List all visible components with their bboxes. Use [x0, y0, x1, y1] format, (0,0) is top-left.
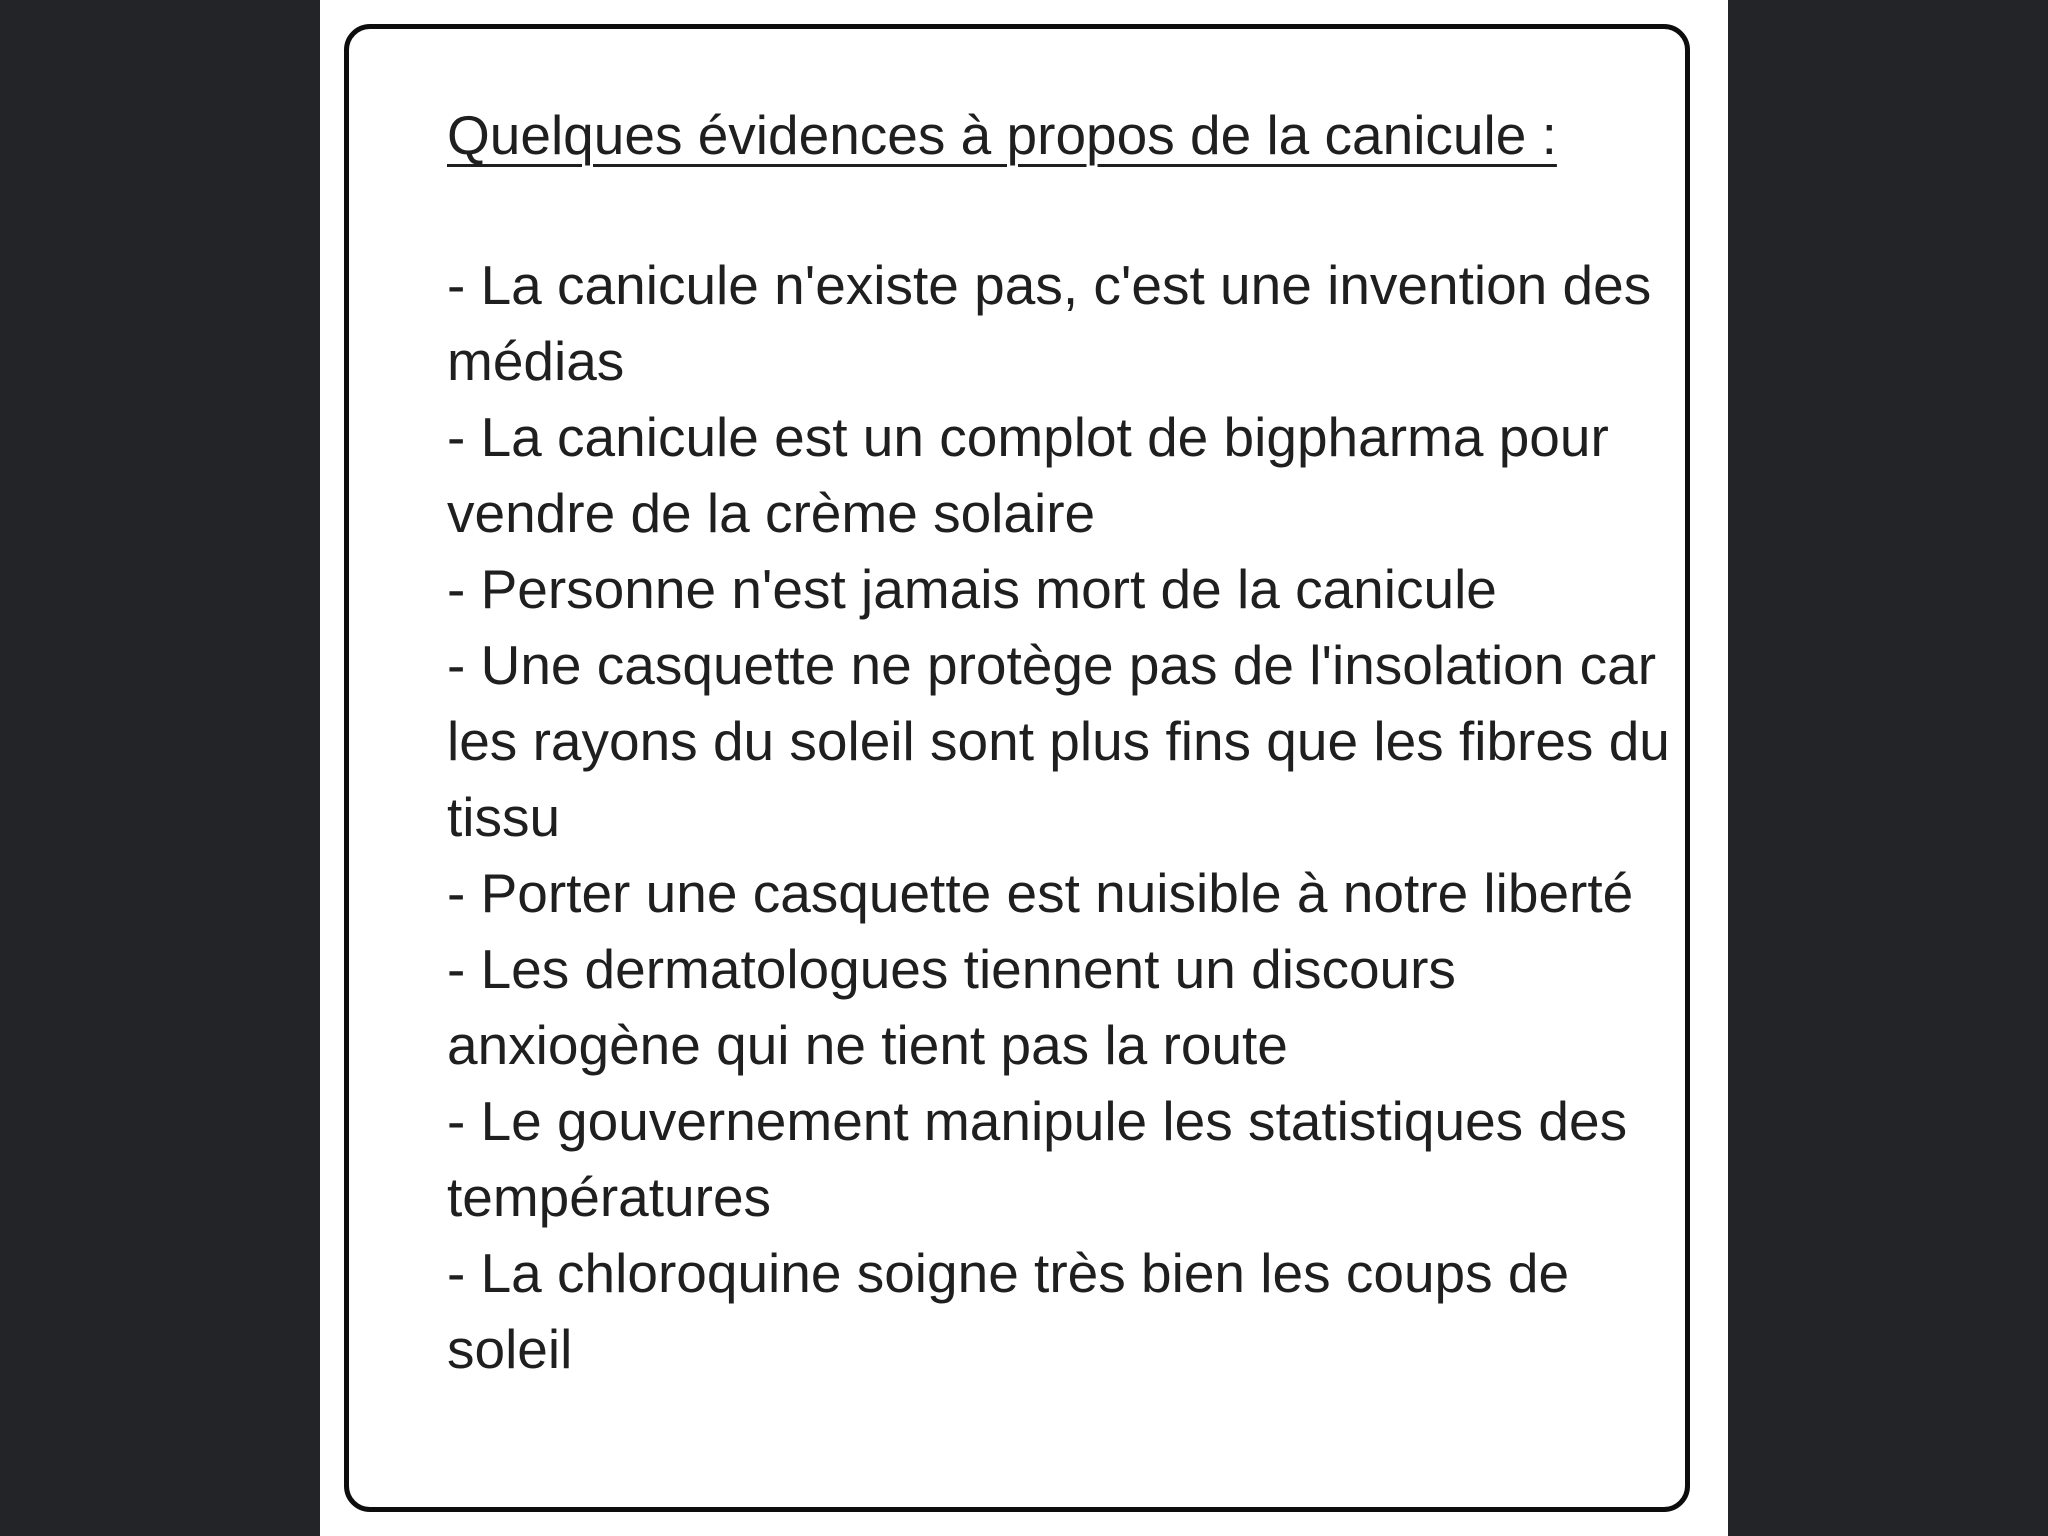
document-title: Quelques évidences à propos de la canicule : — [447, 104, 1557, 166]
card-content — [447, 95, 1687, 1387]
list-item: - Une casquette ne protège pas de l'insolation car les rayons du soleil sont plus fins que les fibres du tissu — [447, 634, 1670, 848]
list-item: - Porter une casquette est nuisible à notre liberté — [447, 862, 1634, 924]
list-item: - La canicule n'existe pas, c'est une invention des médias — [447, 254, 1652, 392]
list-item: - La chloroquine soigne très bien les coups de soleil — [447, 1242, 1570, 1380]
list-item: - Les dermatologues tiennent un discours anxiogène qui ne tient pas la route — [447, 938, 1456, 1076]
document-page — [320, 0, 1728, 1536]
list-item: - La canicule est un complot de bigpharma pour vendre de la crème solaire — [447, 406, 1609, 544]
list-item: - Personne n'est jamais mort de la canicule — [447, 558, 1497, 620]
text-card — [344, 24, 1690, 1512]
statement-list — [447, 247, 1687, 1387]
list-item: - Le gouvernement manipule les statistiques des températures — [447, 1090, 1628, 1228]
